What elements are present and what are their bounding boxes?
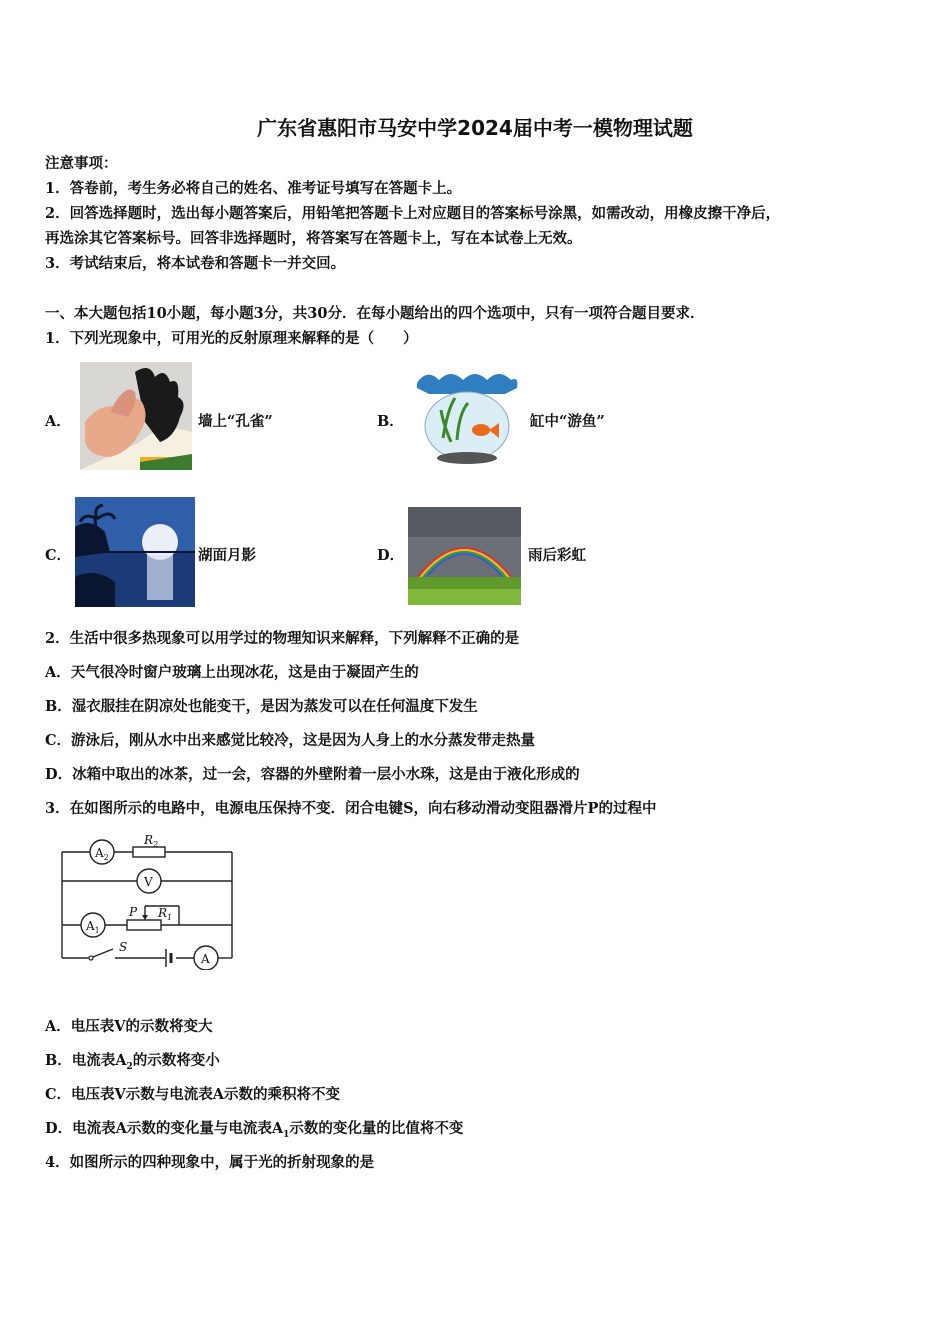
notice-item-3: 3．考试结束后，将本试卷和答题卡一并交回。: [45, 255, 346, 272]
circuit-label-r1: [157, 906, 172, 922]
q3-option-d-text-end: 示数的变化量的比值将不变: [289, 1120, 464, 1137]
q3-option-c: C．电压表V示数与电流表A示数的乘积将不变: [45, 1086, 341, 1103]
page-title: 广东省惠阳市马安中学2024届中考一模物理试题: [257, 116, 693, 140]
q1-option-d-caption: 雨后彩虹: [528, 547, 586, 564]
circuit-r2-subscript: 2: [153, 840, 159, 849]
circuit-a2-letter: A: [95, 846, 104, 860]
circuit-label-s: S: [119, 940, 128, 954]
q1-option-b-caption: 缸中“游鱼”: [530, 413, 605, 430]
q3-option-b-text: B．电流表A: [45, 1052, 127, 1069]
q1-option-c-caption: 湖面月影: [198, 547, 256, 564]
circuit-a1-subscript: 1: [94, 926, 100, 935]
circuit-r1-letter: R: [158, 906, 168, 920]
question-4-stem: 4．如图所示的四种现象中，属于光的折射现象的是: [45, 1154, 375, 1171]
q2-option-b: B．湿衣服挂在阴凉处也能变干，是因为蒸发可以在任何温度下发生: [45, 698, 478, 715]
circuit-a1-letter: A: [86, 919, 95, 933]
q3-option-d-text: D．电流表A示数的变化量与电流表A: [45, 1120, 284, 1137]
circuit-label-a: A: [201, 952, 210, 966]
q1-option-a-letter: A．: [45, 413, 71, 430]
lake-moon-illustration: [75, 497, 195, 607]
circuit-label-a2: [94, 846, 109, 862]
q1-option-b-letter: B．: [377, 413, 404, 430]
question-1-stem: 1．下列光现象中，可用光的反射原理来解释的是（ ）: [45, 330, 418, 347]
circuit-a2-subscript: 2: [103, 853, 109, 862]
q1-option-b-image-fishbowl: [413, 368, 521, 470]
question-3-stem: 3．在如图所示的电路中，电源电压保持不变．闭合电键S，向右移动滑动变阻器滑片P的过程中: [45, 800, 657, 817]
notice-item-1: 1．答卷前，考生务必将自己的姓名、准考证号填写在答题卡上。: [45, 180, 462, 197]
q3-option-d-subscript: 1: [283, 1129, 290, 1140]
notice-heading: 注意事项：: [45, 155, 118, 172]
q3-option-b-text-end: 的示数将变小: [132, 1052, 220, 1069]
q2-option-c: C．游泳后，刚从水中出来感觉比较冷，这是因为人身上的水分蒸发带走热量: [45, 732, 536, 749]
q3-option-b: [45, 1049, 220, 1072]
q2-option-a: A．天气很冷时窗户玻璃上出现冰花，这是由于凝固产生的: [45, 664, 419, 681]
circuit-r2-letter: R: [144, 833, 154, 847]
q3-circuit-diagram: [55, 825, 245, 970]
q3-option-d: [45, 1117, 463, 1140]
q2-option-d: D．冰箱中取出的冰茶，过一会，容器的外壁附着一层小水珠，这是由于液化形成的: [45, 766, 580, 783]
circuit-label-v: V: [144, 875, 153, 889]
q1-option-a-caption: 墙上“孔雀”: [198, 413, 273, 430]
q3-option-b-subscript: 2: [126, 1061, 133, 1072]
q1-option-c-letter: C．: [45, 547, 72, 564]
q1-option-c-image-lake-moon: [75, 497, 195, 607]
fishbowl-illustration: [413, 368, 521, 470]
q1-option-d-image-rainbow: [408, 507, 521, 605]
q3-option-a: A．电压表V的示数将变大: [45, 1018, 213, 1035]
circuit-r1-subscript: 1: [167, 913, 173, 922]
section-1-heading: 一、本大题包括10小题，每小题3分，共30分．在每小题给出的四个选项中，只有一项符合题目要求．: [45, 305, 705, 322]
circuit-schematic: [55, 825, 245, 970]
rainbow-illustration: [408, 507, 521, 605]
circuit-label-r2: [143, 833, 158, 849]
q1-option-d-letter: D．: [377, 547, 405, 564]
notice-item-2-line-2: 再选涂其它答案标号。回答非选择题时，将答案写在答题卡上，写在本试卷上无效。: [45, 230, 582, 247]
circuit-label-p: P: [129, 905, 138, 919]
question-2-stem: 2．生活中很多热现象可以用学过的物理知识来解释，下列解释不正确的是: [45, 630, 520, 647]
q1-option-a-image-shadow-peacock: [80, 362, 192, 470]
notice-item-2-line-1: 2．回答选择题时，选出每小题答案后，用铅笔把答题卡上对应题目的答案标号涂黑，如需改动，用橡皮擦干净后，: [45, 205, 781, 222]
shadow-peacock-illustration: [80, 362, 192, 470]
circuit-label-a1: [85, 919, 100, 935]
